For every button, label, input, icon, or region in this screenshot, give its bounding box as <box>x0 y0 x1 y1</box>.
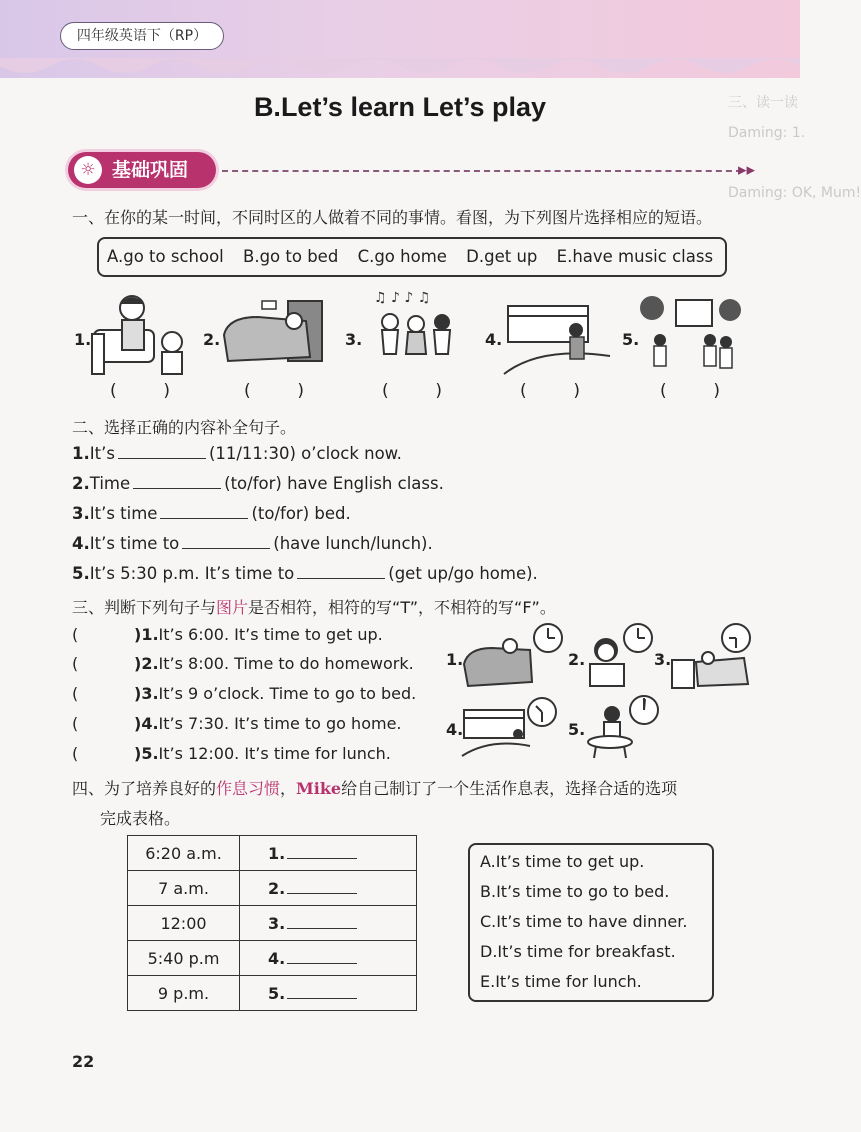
double-arrow-icon: ▸▸ <box>738 160 756 180</box>
picture-number: 1. <box>446 650 464 669</box>
tf-item: ( )5.It’s 12:00. It’s time for lunch. <box>72 744 391 763</box>
fill-blank[interactable] <box>182 534 270 549</box>
svg-text:♫ ♪ ♪ ♫: ♫ ♪ ♪ ♫ <box>374 290 431 306</box>
choice-e: E.It’s time for lunch. <box>480 972 642 991</box>
table-row <box>128 906 417 941</box>
divider <box>222 170 742 172</box>
boy-in-bed-clock-illustration <box>668 622 754 692</box>
answer-parens[interactable]: ( ) <box>244 381 304 401</box>
picture-number: 4. <box>485 330 503 349</box>
picture-number: 3. <box>654 650 672 669</box>
time-cell: 5:40 p.m <box>128 941 240 976</box>
picture-number: 2. <box>568 650 586 669</box>
answer-paren[interactable]: ( <box>72 654 79 673</box>
show-through: Daming: 1. <box>728 125 806 141</box>
answer-parens[interactable]: ( ) <box>382 381 442 401</box>
picture-number: 5. <box>568 720 586 739</box>
picture-number: 3. <box>345 330 363 349</box>
q2-item: 3.It’s time (to/for) bed. <box>72 504 351 523</box>
q2-item: 1.It’s (11/11:30) o’clock now. <box>72 444 402 463</box>
answer-parens[interactable]: ( ) <box>110 381 170 401</box>
option-d: D.get up <box>466 247 538 266</box>
tf-item: ( )3.It’s 9 o’clock. Time to go to bed. <box>72 684 417 703</box>
answer-cell[interactable]: 5. <box>240 976 417 1011</box>
choice-b: B.It’s time to go to bed. <box>480 882 670 901</box>
time-cell: 12:00 <box>128 906 240 941</box>
answer-cell[interactable]: 2. <box>240 871 417 906</box>
section-badge-label: 基础巩固 <box>112 159 189 181</box>
table-row <box>128 976 417 1011</box>
table-row <box>128 941 417 976</box>
boy-waking-up-illustration <box>90 290 190 378</box>
table-row <box>128 836 417 871</box>
tf-item: ( )4.It’s 7:30. It’s time to go home. <box>72 714 402 733</box>
choice-a: A.It’s time to get up. <box>480 852 645 871</box>
show-through: Daming: OK, Mum! <box>728 185 861 201</box>
answer-cell[interactable]: 1. <box>240 836 417 871</box>
answer-paren[interactable]: ( <box>72 744 79 763</box>
choice-c: C.It’s time to have dinner. <box>480 912 688 931</box>
answer-paren[interactable]: ( <box>72 714 79 733</box>
children-singing-illustration <box>362 288 468 378</box>
boy-going-home-illustration <box>500 296 612 378</box>
answer-parens[interactable]: ( ) <box>660 381 720 401</box>
q3-heading: 三、判断下列句子与图片是否相符，相符的写“T”，不相符的写“F”。 <box>72 598 556 617</box>
choice-d: D.It’s time for breakfast. <box>480 942 676 961</box>
header-wave <box>0 58 800 88</box>
answer-parens[interactable]: ( ) <box>520 381 580 401</box>
picture-number: 4. <box>446 720 464 739</box>
picture-number: 5. <box>622 330 640 349</box>
q1-heading: 一、在你的某一时间，不同时区的人做着不同的事情。看图，为下列图片选择相应的短语。 <box>72 208 713 227</box>
q2-item: 4.It’s time to (have lunch/lunch). <box>72 534 433 553</box>
girl-in-bed-illustration <box>218 295 326 375</box>
q2-item: 5.It’s 5:30 p.m. It’s time to (get up/go home). <box>72 564 538 583</box>
page-title: B.Let’s learn Let’s play <box>253 92 547 122</box>
tf-item: ( )2.It’s 8:00. Time to do homework. <box>72 654 414 673</box>
schedule-table <box>127 835 417 1011</box>
fill-blank[interactable] <box>118 444 206 459</box>
table-row <box>128 871 417 906</box>
time-cell: 7 a.m. <box>128 871 240 906</box>
q2-heading: 二、选择正确的内容补全句子。 <box>72 418 297 437</box>
fill-blank[interactable] <box>297 564 385 579</box>
lightbulb-icon: ☼ <box>74 156 102 184</box>
fill-blank[interactable] <box>133 474 221 489</box>
answer-paren[interactable]: ( <box>72 684 79 703</box>
page-number: 22 <box>72 1052 95 1071</box>
school-clock-illustration <box>460 694 560 760</box>
option-a: A.go to school <box>107 247 224 266</box>
answer-cell[interactable]: 3. <box>240 906 417 941</box>
fill-blank[interactable] <box>160 504 248 519</box>
girl-in-bed-clock-illustration <box>460 622 566 692</box>
option-b: B.go to bed <box>243 247 339 266</box>
option-e: E.have music class <box>556 247 714 266</box>
show-through: 三、读一读 <box>728 95 798 111</box>
time-cell: 9 p.m. <box>128 976 240 1011</box>
q4-heading-line2: 完成表格。 <box>100 809 181 828</box>
boy-lunch-clock-illustration <box>582 692 662 762</box>
section-badge <box>68 152 216 188</box>
q4-heading: 四、为了培养良好的作息习惯，Mike给自己制订了一个生活作息表，选择合适的选项 <box>72 779 678 798</box>
children-going-to-school-illustration <box>638 290 744 380</box>
picture-number: 2. <box>203 330 221 349</box>
q4-choices-box <box>468 843 714 1002</box>
answer-paren[interactable]: ( <box>72 625 79 644</box>
book-tag: 四年级英语下（RP） <box>60 22 224 50</box>
picture-number: 1. <box>74 330 92 349</box>
tf-item: ( )1.It’s 6:00. It’s time to get up. <box>72 625 383 644</box>
time-cell: 6:20 a.m. <box>128 836 240 871</box>
girl-homework-clock-illustration <box>582 622 658 692</box>
q2-item: 2.Time (to/for) have English class. <box>72 474 444 493</box>
option-c: C.go home <box>357 247 447 266</box>
answer-cell[interactable]: 4. <box>240 941 417 976</box>
q1-options-box <box>97 237 727 277</box>
